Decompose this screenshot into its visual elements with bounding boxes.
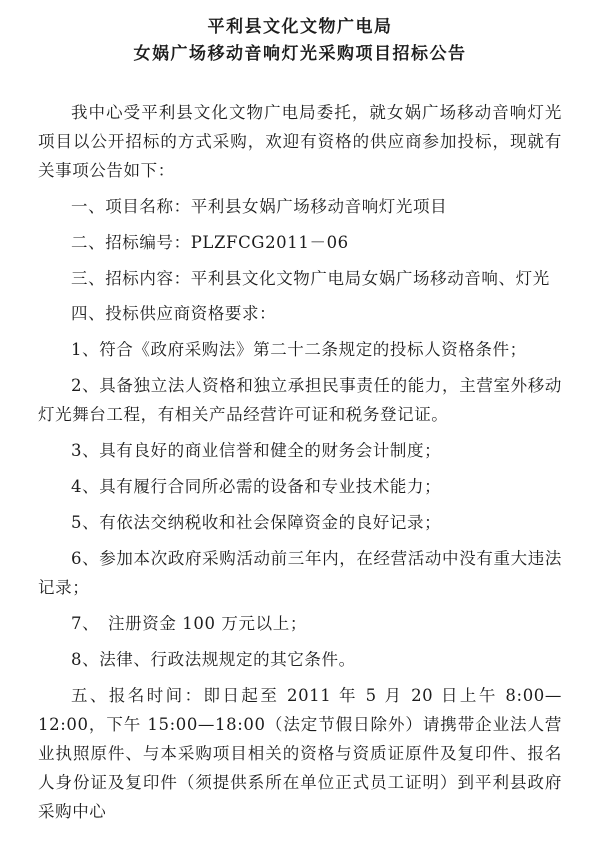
requirement-5: 5、有依法交纳税收和社会保障资金的良好记录； — [71, 513, 442, 532]
requirement-7: 7、 注册资金 100 万元以上； — [71, 614, 307, 633]
requirement-4: 4、具有履行合同所必需的设备和专业技术能力； — [71, 477, 442, 496]
item-project-name: 一、项目名称：平利县女娲广场移动音响灯光项目 — [71, 197, 448, 216]
item-tender-number: 二、招标编号：PLZFCG2011－06 — [71, 233, 349, 252]
intro-paragraph: 我中心受平利县文化文物广电局委托，就女娲广场移动音响灯光项目以公开招标的方式采购，欢迎有资格的供应商参加投标，现就有关事项公告如下： — [38, 103, 562, 180]
requirement-3: 3、具有良好的商业信誉和健全的财务会计制度； — [71, 441, 442, 460]
requirement-2: 2、具备独立法人资格和独立承担民事责任的能力，主营室外移动灯光舞台工程，有相关产品经营许可证和税务登记证。 — [38, 376, 562, 424]
requirement-1: 1、符合《政府采购法》第二十二条规定的投标人资格条件； — [71, 340, 527, 359]
document-title-line2: 女娲广场移动音响灯光采购项目招标公告 — [133, 44, 467, 64]
document-title-line1: 平利县文化文物广电局 — [207, 17, 393, 37]
item-qualification-heading: 四、投标供应商资格要求： — [71, 304, 277, 323]
item-registration-time: 五、报名时间：即日起至 2011 年 5 月 20 日上午 8:00—12:00，下午 15:00—18:00（法定节假日除外）请携带企业法人营业执照原件、与本采购项目相关的资格与资质证原件及复印件、报名人身份证及复印件（须提供系所在单位正式员工证明）到平利县政府采购中心 — [38, 686, 562, 821]
requirement-6: 6、参加本次政府采购活动前三年内，在经营活动中没有重大违法记录； — [38, 549, 562, 597]
requirement-8: 8、法律、行政法规规定的其它条件。 — [71, 650, 356, 669]
item-tender-content: 三、招标内容：平利县文化文物广电局女娲广场移动音响、灯光 — [71, 269, 550, 288]
document-title-block — [38, 14, 562, 68]
